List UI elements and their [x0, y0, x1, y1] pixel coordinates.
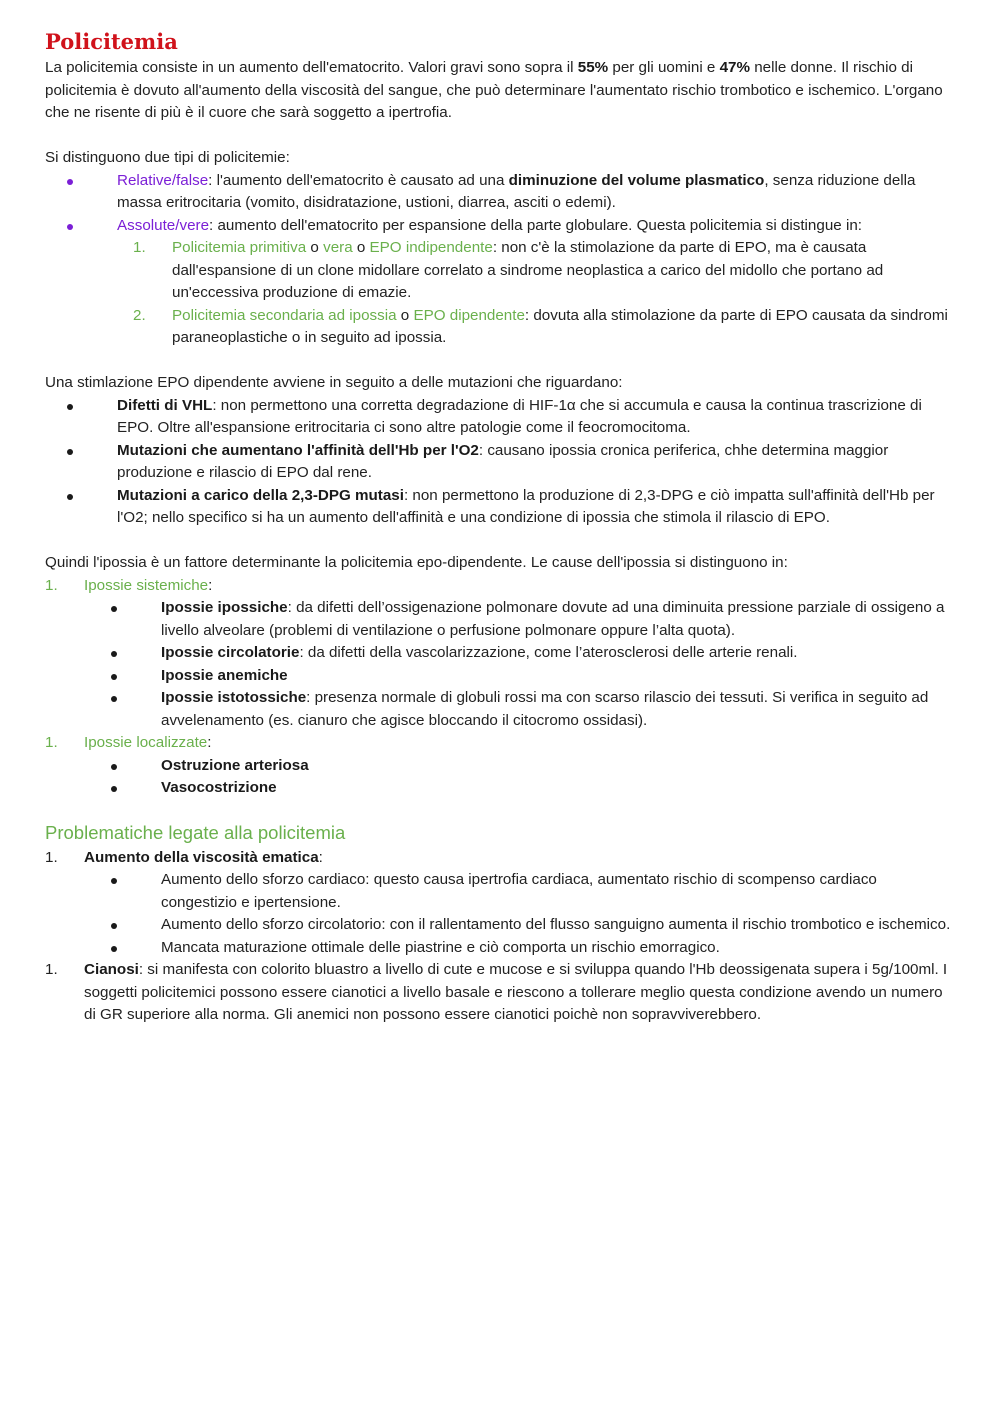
bullet-icon	[67, 485, 73, 508]
page-title: Policitemia	[45, 29, 178, 54]
list-item-dpg	[45, 485, 955, 530]
relative-text-2: , senza riduzione della massa eritrocitaria (vomito, disidratazione, ustioni, diarrea, asciti o edemi).	[117, 171, 916, 211]
list-item-sforzo-circolatorio	[45, 914, 955, 937]
list-item-vasocostrizione	[45, 777, 955, 800]
section-heading: Problematiche legate alla policitemia	[45, 821, 346, 843]
list-item-piastrine	[45, 937, 955, 960]
item-text: : da difetti della vascolarizzazione, come l’aterosclerosi delle arterie renali.	[299, 644, 798, 661]
list-item-primitiva	[45, 237, 955, 305]
list-item-cianosi	[45, 959, 955, 1027]
cianosi-label: Cianosi	[84, 961, 139, 978]
item-text: : non permettono una corretta degradazione di HIF-1α che si accumula e causa la continua trascrizione di EPO. Oltre all'espansione eritrocitaria ci sono altre patologie come il feocromocitoma.	[117, 396, 922, 436]
list-item-viscosita	[45, 847, 955, 870]
list-item-anemiche	[45, 665, 955, 688]
item-bold: Ipossie istotossiche	[161, 689, 307, 706]
secondaria-label: Policitemia secondaria ad ipossia	[172, 306, 397, 324]
relative-label: Relative/false	[117, 171, 209, 189]
bullet-icon	[111, 642, 117, 665]
list-item-circolatorie	[45, 642, 955, 665]
assolute-label: Assolute/vere	[117, 216, 210, 234]
bullet-icon	[111, 597, 117, 620]
ipossia-lead: Quindi l'ipossia è un fattore determinante la policitemia epo-dipendente. Le cause dell'ipossia si distinguono in:	[45, 554, 788, 571]
item-bold: Ipossie anemiche	[161, 666, 288, 684]
colon: :	[208, 576, 213, 594]
list-item-ipossiche	[45, 597, 955, 642]
list-number: 1.	[45, 734, 58, 751]
primitiva-text: : non c'è la stimolazione da parte di EPO, ma è causata dall'espansione di un clone midollare correlato a sindrome neoplastica a carico del midollo che portano ad un'eccessiva produzione di emazie.	[172, 239, 884, 301]
list-item-sistemiche	[45, 575, 955, 598]
intro-text-2: per gli uomini e	[608, 59, 720, 76]
intro-text-1: La policitemia consiste in un aumento dell'ematocrito. Valori gravi sono sopra il	[45, 59, 578, 76]
list-number: 1.	[133, 239, 146, 256]
male-threshold: 55%	[577, 59, 609, 76]
item-text: Aumento dello sforzo circolatorio: con il rallentamento del flusso sanguigno aumenta il rischio trombotico e ischemico.	[161, 916, 951, 933]
primitiva-label: Policitemia primitiva	[172, 239, 307, 256]
viscosita-label: Aumento della viscosità ematica	[84, 848, 319, 866]
list-item-relative	[45, 170, 955, 215]
intro-paragraph	[45, 57, 955, 125]
epo-dipendente-label: EPO dipendente	[413, 306, 525, 324]
colon: :	[318, 848, 323, 866]
list-number: 2.	[133, 306, 146, 324]
list-item-secondaria	[45, 305, 955, 350]
item-bold: Ipossie ipossiche	[161, 599, 288, 616]
secondaria-text: : dovuta alla stimolazione da parte di EPO causata da sindromi paraneoplastiche o in seguito ad ipossia.	[172, 306, 948, 346]
item-text: Aumento dello sforzo cardiaco: questo causa ipertrofia cardiaca, aumentato rischio di scompenso cardiaco congestizio e ipertensione.	[161, 871, 877, 911]
list-item-affinita	[45, 440, 955, 485]
localizzate-label: Ipossie localizzate	[84, 734, 208, 751]
item-text: : presenza normale di globuli rossi ma con scarso rilascio dei tessuti. Si verifica in seguito ad avvelenamento (es. cianuro che agisce bloccando il citocromo ossidasi).	[161, 689, 929, 729]
item-text: : causano ipossia cronica periferica, chhe determina maggior produzione e rilascio di EPO dal rene.	[117, 441, 889, 481]
bullet-icon	[111, 755, 117, 778]
list-item-localizzate	[45, 732, 955, 755]
connector: o	[352, 239, 370, 256]
sistemiche-label: Ipossie sistemiche	[84, 576, 209, 594]
list-item-assolute	[45, 215, 955, 238]
list-number: 1.	[45, 961, 58, 978]
cianosi-text: : si manifesta con colorito bluastro a livello di cute e mucose e si sviluppa quando l'Hb deossigenata supera i 5g/100ml. I soggetti policitemici possono essere cianotici a livello basale e riescono a tollerare meglio questa condizione avendo un numero di GR superiore alla norma. Gli anemici non possono essere cianotici poichè non sopravviverebbero.	[84, 961, 948, 1023]
bullet-icon	[67, 170, 73, 193]
epo-lead: Una stimlazione EPO dipendente avviene in seguito a delle mutazioni che riguardano:	[45, 374, 623, 391]
list-number: 1.	[45, 576, 58, 594]
bullet-icon	[67, 440, 73, 463]
relative-bold: diminuzione del volume plasmatico	[508, 171, 765, 189]
female-threshold: 47%	[719, 59, 751, 76]
bullet-icon	[111, 777, 117, 800]
bullet-icon	[111, 914, 117, 937]
types-lead: Si distinguono due tipi di policitemie:	[45, 149, 290, 166]
item-text: : da difetti dell’ossigenazione polmonare dovute ad una diminuita pressione parziale di ossigeno a livello alveolare (problemi di ventilazione o perfusione polmonare oppure l’alta quota).	[161, 599, 945, 639]
list-item-vhl	[45, 395, 955, 440]
bullet-icon	[111, 937, 117, 960]
bullet-icon	[67, 395, 73, 418]
colon: :	[207, 734, 212, 751]
connector: o	[396, 306, 414, 324]
item-bold: Mutazioni a carico della 2,3-DPG mutasi	[117, 486, 404, 504]
item-bold: Ostruzione arteriosa	[161, 756, 309, 774]
bullet-icon	[67, 215, 73, 238]
item-text: : non permettono la produzione di 2,3-DPG e ciò impatta sull'affinità dell'Hb per l'O2; nello specifico si ha un aumento dell'affinità e una condizione di ipossia che stimola il rilascio di EPO.	[117, 486, 935, 526]
epo-indipendente-label: EPO indipendente	[369, 239, 493, 256]
bullet-icon	[111, 665, 117, 688]
bullet-icon	[111, 869, 117, 892]
intro-text-3: nelle donne. Il rischio di policitemia è dovuto all'aumento della viscosità del sangue, che può determinare l'aumentato rischio trombotico e ischemico. L'organo che ne risente di più è il cuore che sarà soggetto a ipertrofia.	[45, 59, 943, 121]
item-bold: Difetti di VHL	[117, 396, 213, 414]
bullet-icon	[111, 687, 117, 710]
item-text: Mancata maturazione ottimale delle piastrine e ciò comporta un rischio emorragico.	[161, 938, 720, 956]
list-item-ostruzione	[45, 755, 955, 778]
connector: o	[306, 239, 324, 256]
item-bold: Vasocostrizione	[161, 779, 277, 796]
assolute-text: : aumento dell'ematocrito per espansione della parte globulare. Questa policitemia si distingue in:	[209, 216, 862, 234]
relative-text-1: : l'aumento dell'ematocrito è causato ad una	[208, 171, 509, 189]
document-page	[45, 28, 955, 1027]
vera-label: vera	[323, 239, 353, 256]
list-item-istotossiche	[45, 687, 955, 732]
item-bold: Ipossie circolatorie	[161, 644, 300, 661]
list-item-sforzo-cardiaco	[45, 869, 955, 914]
item-bold: Mutazioni che aumentano l'affinità dell'Hb per l'O2	[117, 441, 479, 459]
list-number: 1.	[45, 848, 58, 866]
